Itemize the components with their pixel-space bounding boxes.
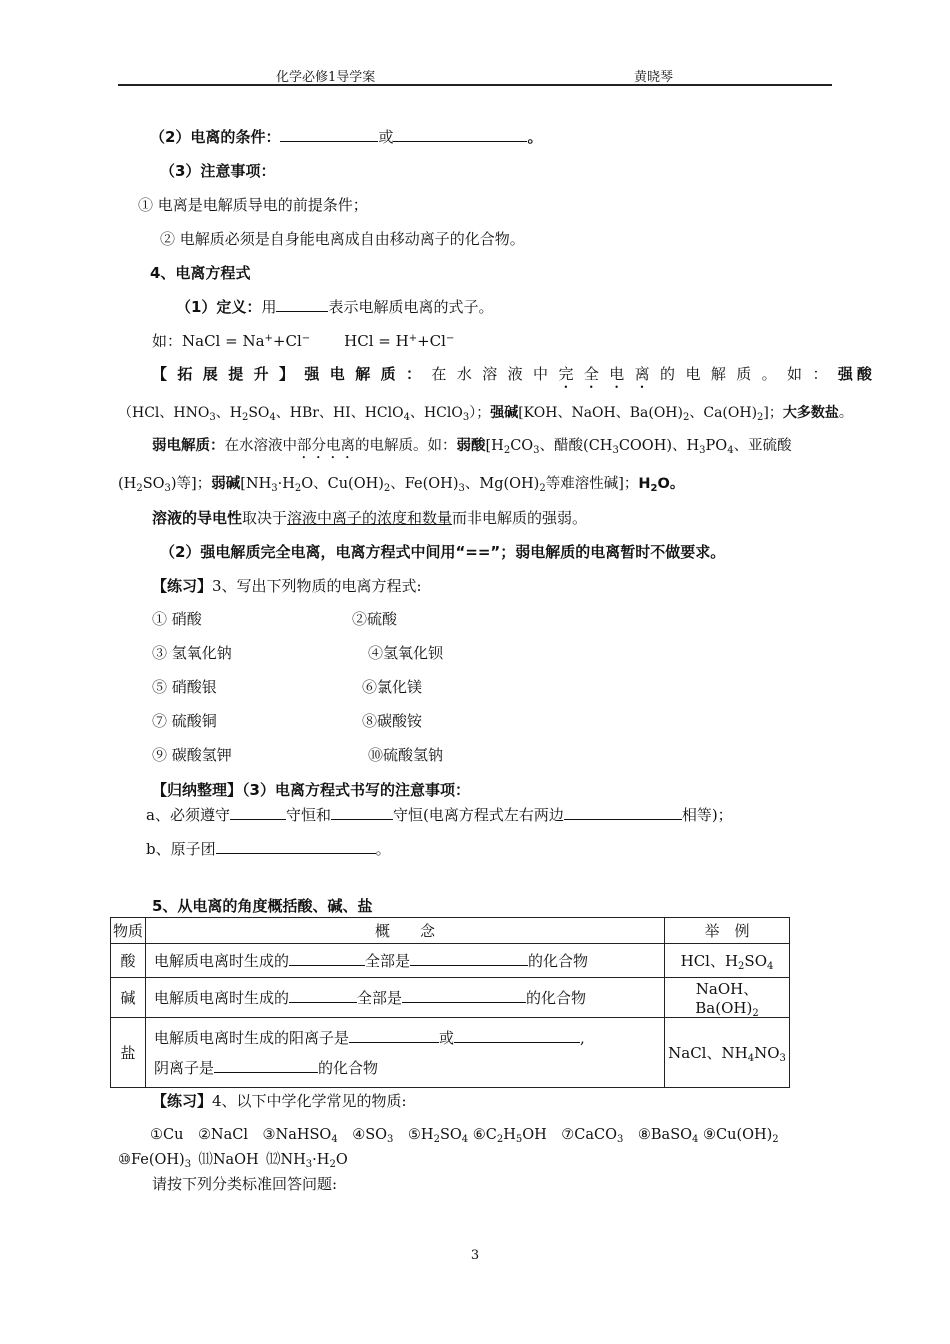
exercise-4-substances-line2: $⑩Fe(OH)_3$ ⑾NaOH $⑿NH_3\cdot H_2O$: [118, 1152, 348, 1170]
weak-electrolyte-line2: $(H_2SO_3)$等]；弱碱[$NH_3\cdot H_2O$、$Cu(OH)_2$、$Fe(OH)_3$、$Mg(OH)_2$等难溶性碱]；$H_2O$。: [118, 476, 685, 494]
summary-item-b: b、原子团 。: [146, 840, 391, 858]
table-cell: 酸: [111, 944, 146, 978]
weak-electrolyte-line1: 弱电解质：在水溶液中部分电离的电解质。如：弱酸[$H_2CO_3$、醋酸$(CH_3COOH)$、$H_3PO_4$、亚硫酸: [152, 438, 792, 456]
exercise-3-heading: 【练习】3、写出下列物质的电离方程式:: [152, 577, 422, 595]
table-cell: 电解质电离时生成的 全部是 的化合物: [146, 944, 665, 978]
note-2: ② 电解质必须是自身能电离成自由移动离子的化合物。: [160, 230, 525, 248]
note-1: ① 电离是电解质导电的前提条件；: [138, 196, 368, 214]
summary-item-a: a、必须遵守 守恒和 守恒(电离方程式左右两边 相等)；: [146, 806, 733, 824]
table-cell: HCl、$H_2SO_4$: [665, 944, 790, 978]
page-header: [118, 62, 832, 86]
header-title: 化学必修1导学案: [276, 70, 376, 85]
exercise-3-item: ③ 氢氧化钠: [152, 644, 232, 662]
blank-1: [280, 127, 378, 142]
table-row-acid: [111, 944, 790, 978]
table-cell: NaCl、$NH_4NO_3$: [665, 1018, 790, 1088]
exercise-4-heading: 【练习】4、以下中学化学常见的物质:: [152, 1092, 407, 1110]
exercise-3-item: ⑦ 硫酸铜: [152, 712, 217, 730]
exercise-3-item: ④氢氧化钡: [368, 644, 444, 662]
table-header-cell: 举 例: [665, 918, 790, 944]
blank-2: [393, 127, 527, 142]
example-equations: 如：NaCl = Na++Cl− HCl = H++Cl−: [152, 332, 455, 350]
electrolysis-conditions: （2）电离的条件： 或 。: [150, 128, 543, 146]
table-cell: NaOH、$Ba(OH)_2$: [665, 978, 790, 1018]
exercise-3-item: ⑥氯化镁: [362, 678, 423, 696]
exercise-4-substances-line1: ①Cu ②NaCl ③NaHSO$_4$ $④SO_3$ $⑤H_2SO_4$ $⑥C_2H_5OH$ ⑦CaCO$_3$ ⑧BaSO$_4$ $⑨Cu(OH)_2$: [150, 1127, 779, 1145]
blank-7: [216, 839, 376, 854]
rule-2: （2）强电解质完全电离，电离方程式中间用“==”；弱电解质的电离暂时不做要求。: [160, 543, 726, 561]
section-4-title: 4、电离方程式: [150, 264, 251, 282]
table-header-cell: 概 念: [146, 918, 665, 944]
table-row-base: [111, 978, 790, 1018]
blank-4: [230, 805, 286, 820]
header-author: 黄晓琴: [634, 70, 674, 85]
summary-heading: 【归纳整理】（3）电离方程式书写的注意事项：: [152, 781, 470, 799]
blank-6: [564, 805, 682, 820]
conductivity-note: 溶液的导电性取决于溶液中离子的浓度和数量而非电解质的强弱。: [152, 509, 588, 527]
table-header-row: [111, 918, 790, 944]
acid-base-salt-table: [110, 917, 790, 1088]
exercise-3-item: ⑤ 硝酸银: [152, 678, 217, 696]
strong-electrolyte-line2: （HCl、$HNO_3$、$H_2SO_4$、HBr、HI、HClO$_4$、HClO$_3$）；强碱[KOH、NaOH、$Ba(OH)_2$、$Ca(OH)_2$]；大多数盐。: [118, 405, 853, 423]
page-number: 3: [470, 1248, 480, 1263]
exercise-3-item: ⑩硫酸氢钠: [368, 746, 444, 764]
section-5-title: 5、从电离的角度概括酸、碱、盐: [152, 897, 373, 915]
definition: （1）定义：用 表示电解质电离的式子。: [176, 298, 494, 316]
exercise-3-item: ⑨ 碳酸氢钾: [152, 746, 232, 764]
table-cell: 电解质电离时生成的 全部是 的化合物: [146, 978, 665, 1018]
blank-3: [276, 297, 328, 312]
table-cell: 电解质电离时生成的阳离子是 或 , 阴离子是 的化合物: [146, 1018, 665, 1088]
strong-electrolyte-line1: 【拓展提升】强电解质：在水溶液中完全电离的电解质。如：强酸: [152, 365, 876, 383]
table-cell: 盐: [111, 1018, 146, 1088]
exercise-3-item: ⑧碳酸铵: [362, 712, 423, 730]
table-header-cell: 物质: [111, 918, 146, 944]
table-row-salt: [111, 1018, 790, 1088]
exercise-3-item: ②硫酸: [352, 610, 398, 628]
classification-question: 请按下列分类标准回答问题:: [152, 1175, 338, 1193]
table-cell: 碱: [111, 978, 146, 1018]
blank-5: [331, 805, 393, 820]
exercise-3-item: ① 硝酸: [152, 610, 202, 628]
notes-heading: （3）注意事项：: [160, 162, 276, 180]
